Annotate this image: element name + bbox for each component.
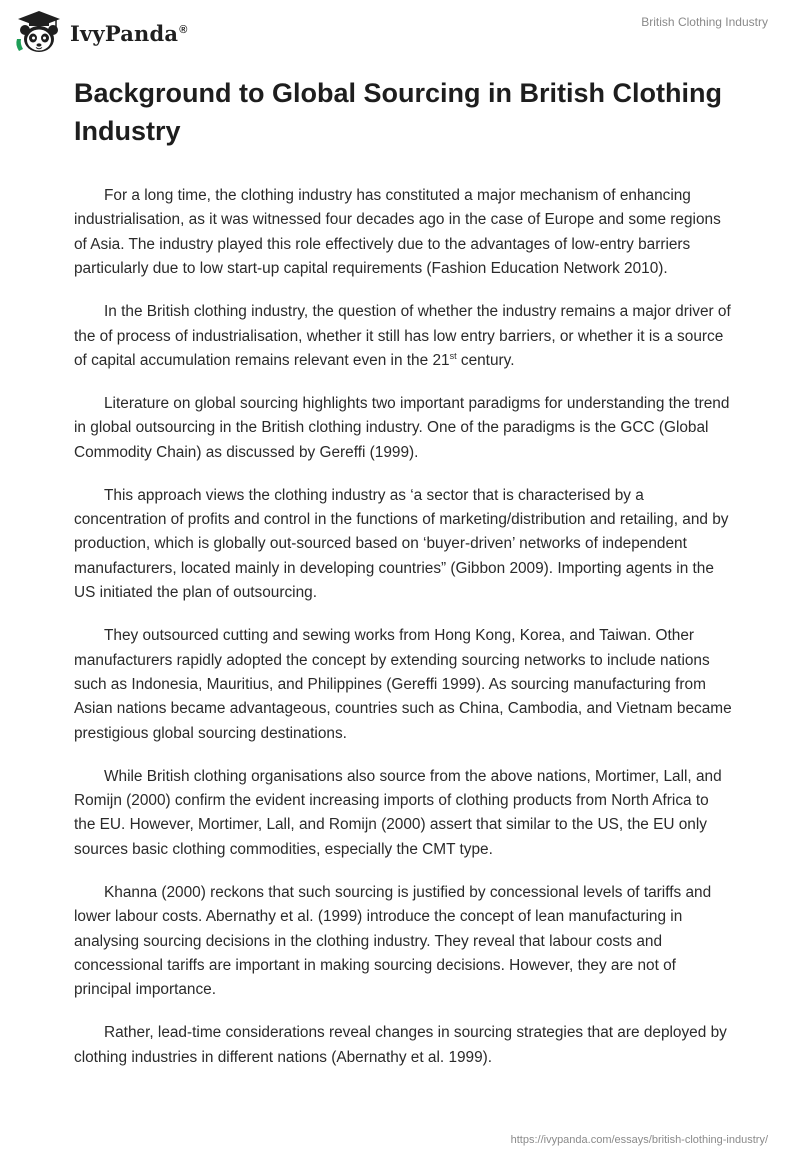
paragraph-6: While British clothing organisations also source from the above nations, Mortimer, Lall, and Romijn (2000) confirm the evident increasing imports of clothing products from North Africa to the EU. However, Mortimer, Lall, and Romijn (2000) assert that similar to the US, the EU only sources basic clothing commodities, especially the CMT type. xyxy=(74,767,722,858)
article-title: Background to Global Sourcing in British Clothing Industry xyxy=(74,78,722,146)
paragraph-5: They outsourced cutting and sewing works from Hong Kong, Korea, and Taiwan. Other manufacturers rapidly adopted the concept by extending sourcing networks to include nations such as Indonesia, Mauritius, and Philippines (Gereffi 1999). As sourcing manufacturing from Asian nations became advantageous, countries such as China, Cambodia, and Vietnam became prestigious global sourcing destinations. xyxy=(74,627,732,742)
logo-wordmark: IvyPanda® xyxy=(70,20,188,46)
page-header xyxy=(0,0,800,62)
panda-graduate-icon xyxy=(14,9,64,55)
ivypanda-logo[interactable] xyxy=(14,9,188,55)
paragraph-2 xyxy=(74,300,734,373)
ordinal-suffix: st xyxy=(449,350,457,361)
registered-mark: ® xyxy=(179,23,188,36)
paragraph-3: Literature on global sourcing highlights two important paradigms for understanding the trend in global outsourcing in the British clothing industry. One of the paradigms is the GCC (Global Commodity Chain) as discussed by Gereffi (1999). xyxy=(74,394,730,461)
paragraph-8: Rather, lead-time considerations reveal changes in sourcing strategies that are deployed by clothing industries in different nations (Abernathy et al. 1999). xyxy=(74,1024,727,1066)
paragraph-1: For a long time, the clothing industry has constituted a major mechanism of enhancing industrialisation, as it was witnessed four decades ago in the case of Europe and some regions of Asia. The industry played this role effectively due to the advantages of low-entry barriers particularly due to low start-up capital requirements (Fashion Education Network 2010). xyxy=(74,187,721,278)
footer-source-url[interactable]: https://ivypanda.com/essays/british-clothing-industry/ xyxy=(510,1134,768,1146)
paragraph-2-text: In the British clothing industry, the question of whether the industry remains a major driver of the of process of industrialisation, whether it still has low entry barriers, or whether it is a source of capital accumulation remains relevant even in the 21 xyxy=(74,303,731,369)
article-body xyxy=(74,74,734,1089)
header-page-title: British Clothing Industry xyxy=(641,15,768,29)
paragraph-2-tail: century. xyxy=(456,351,515,369)
paragraph-4: This approach views the clothing industry as ‘a sector that is characterised by a concentration of profits and control in the functions of marketing/distribution and retailing, and by production, which is globally out-sourced based on ‘buyer-driven’ networks of independent manufacturers, located mainly in developing countries” (Gibbon 2009). Importing agents in the US initiated the plan of outsourcing. xyxy=(74,486,729,602)
paragraph-7: Khanna (2000) reckons that such sourcing is justified by concessional levels of tariffs and lower labour costs. Abernathy et al. (1999) introduce the concept of lean manufacturing in analysing sourcing decisions in the clothing industry. They reveal that labour costs and concessional tariffs are important in making sourcing decisions. However, they are not of principal importance. xyxy=(74,883,712,999)
